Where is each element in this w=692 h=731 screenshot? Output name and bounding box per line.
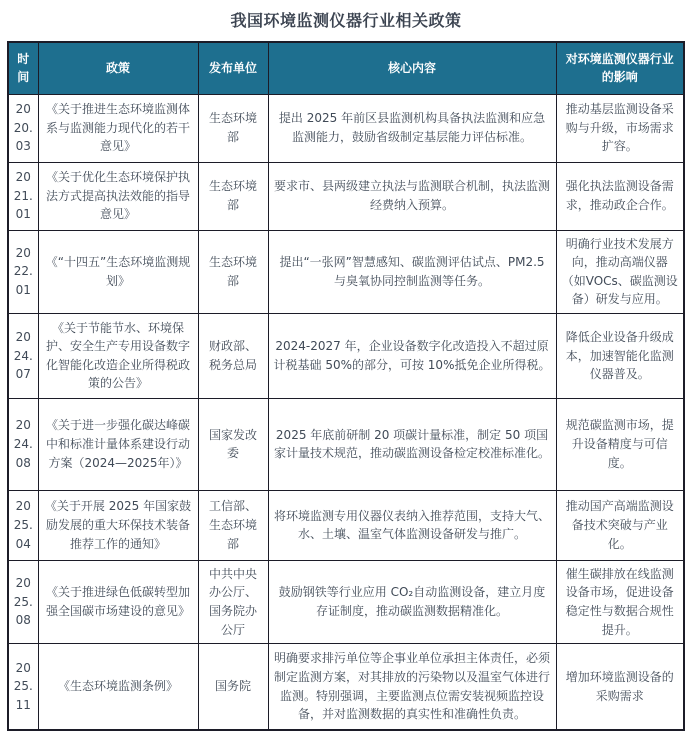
time-cell: 2020.03: [8, 94, 38, 162]
table-row: [8, 162, 684, 230]
col-header-policy: 政策: [38, 42, 198, 94]
col-header-impact: 对环境监测仪器行业的影响: [556, 42, 684, 94]
policy-cell: 《关于推进绿色低碳转型加强全国碳市场建设的意见》: [38, 560, 198, 643]
core-content-cell: 明确要求排污单位等企事业单位承担主体责任，必须制定监测方案，对其排放的污染物以及温室气体进行监测。特别强调，主要监测点位需安装视频监控设备，并对监测数据的真实性和准确性负责。: [268, 644, 556, 730]
issuer-cell: 生态环境部: [198, 230, 268, 313]
impact-cell: 增加环境监测设备的采购需求: [556, 644, 684, 730]
impact-cell: 降低企业设备升级成本，加速智能化监测仪器普及。: [556, 313, 684, 398]
impact-cell: 推动基层监测设备采购与升级，市场需求扩容。: [556, 94, 684, 162]
impact-cell: 强化执法监测设备需求，推动政企合作。: [556, 162, 684, 230]
policy-table: [7, 41, 685, 731]
issuer-cell: 生态环境部: [198, 94, 268, 162]
issuer-cell: 财政部、税务总局: [198, 313, 268, 398]
col-header-issuer: 发布单位: [198, 42, 268, 94]
table-row: [8, 398, 684, 490]
page-title: 我国环境监测仪器行业相关政策: [230, 11, 462, 30]
policy-cell: 《关于进一步强化碳达峰碳中和标准计量体系建设行动方案（2024—2025年）》: [38, 398, 198, 490]
time-cell: 2024.07: [8, 313, 38, 398]
core-content-cell: 要求市、县两级建立执法与监测联合机制，执法监测经费纳入预算。: [268, 162, 556, 230]
table-row: [8, 313, 684, 398]
col-header-core: 核心内容: [268, 42, 556, 94]
policy-cell: 《“十四五”生态环境监测规划》: [38, 230, 198, 313]
time-cell: 2024.08: [8, 398, 38, 490]
policy-cell: 《关于优化生态环境保护执法方式提高执法效能的指导意见》: [38, 162, 198, 230]
core-content-cell: 提出 2025 年前区县监测机构具备执法监测和应急监测能力，鼓励省级制定基层能力评估标准。: [268, 94, 556, 162]
policy-cell: 《关于节能节水、环境保护、安全生产专用设备数字化智能化改造企业所得税政策的公告》: [38, 313, 198, 398]
impact-cell: 明确行业技术发展方向，推动高端仪器（如VOCs、碳监测设备）研发与应用。: [556, 230, 684, 313]
core-content-cell: 2024-2027 年，企业设备数字化改造投入不超过原计税基础 50%的部分，可按 10%抵免企业所得税。: [268, 313, 556, 398]
issuer-cell: 生态环境部: [198, 162, 268, 230]
impact-cell: 催生碳排放在线监测设备市场，促进设备稳定性与数据合规性提升。: [556, 560, 684, 643]
issuer-cell: 国务院: [198, 644, 268, 730]
time-cell: 2021.01: [8, 162, 38, 230]
time-cell: 2025.11: [8, 644, 38, 730]
time-cell: 2022.01: [8, 230, 38, 313]
core-content-cell: 鼓励钢铁等行业应用 CO₂自动监测设备，建立月度存证制度，推动碳监测数据精准化。: [268, 560, 556, 643]
core-content-cell: 2025 年底前研制 20 项碳计量标准，制定 50 项国家计量技术规范，推动碳监测设备检定校准标准化。: [268, 398, 556, 490]
core-content-cell: 将环境监测专用仪器仪表纳入推荐范围，支持大气、水、土壤、温室气体监测设备研发与推广。: [268, 490, 556, 560]
policy-cell: 《关于开展 2025 年国家鼓励发展的重大环保技术装备推荐工作的通知》: [38, 490, 198, 560]
time-cell: 2025.08: [8, 560, 38, 643]
table-row: [8, 560, 684, 643]
impact-cell: 规范碳监测市场，提升设备精度与可信度。: [556, 398, 684, 490]
issuer-cell: 国家发改委: [198, 398, 268, 490]
policy-cell: 《生态环境监测条例》: [38, 644, 198, 730]
impact-cell: 推动国产高端监测设备技术突破与产业化。: [556, 490, 684, 560]
issuer-cell: 工信部、生态环境部: [198, 490, 268, 560]
table-row: [8, 490, 684, 560]
table-row: [8, 94, 684, 162]
table-header-row: [8, 42, 684, 94]
table-row: [8, 230, 684, 313]
time-cell: 2025.04: [8, 490, 38, 560]
core-content-cell: 提出“一张网”智慧感知、碳监测评估试点、PM2.5与臭氧协同控制监测等任务。: [268, 230, 556, 313]
col-header-time: 时间: [8, 42, 38, 94]
issuer-cell: 中共中央办公厅、国务院办公厅: [198, 560, 268, 643]
table-row: [8, 644, 684, 730]
policy-cell: 《关于推进生态环境监测体系与监测能力现代化的若干意见》: [38, 94, 198, 162]
